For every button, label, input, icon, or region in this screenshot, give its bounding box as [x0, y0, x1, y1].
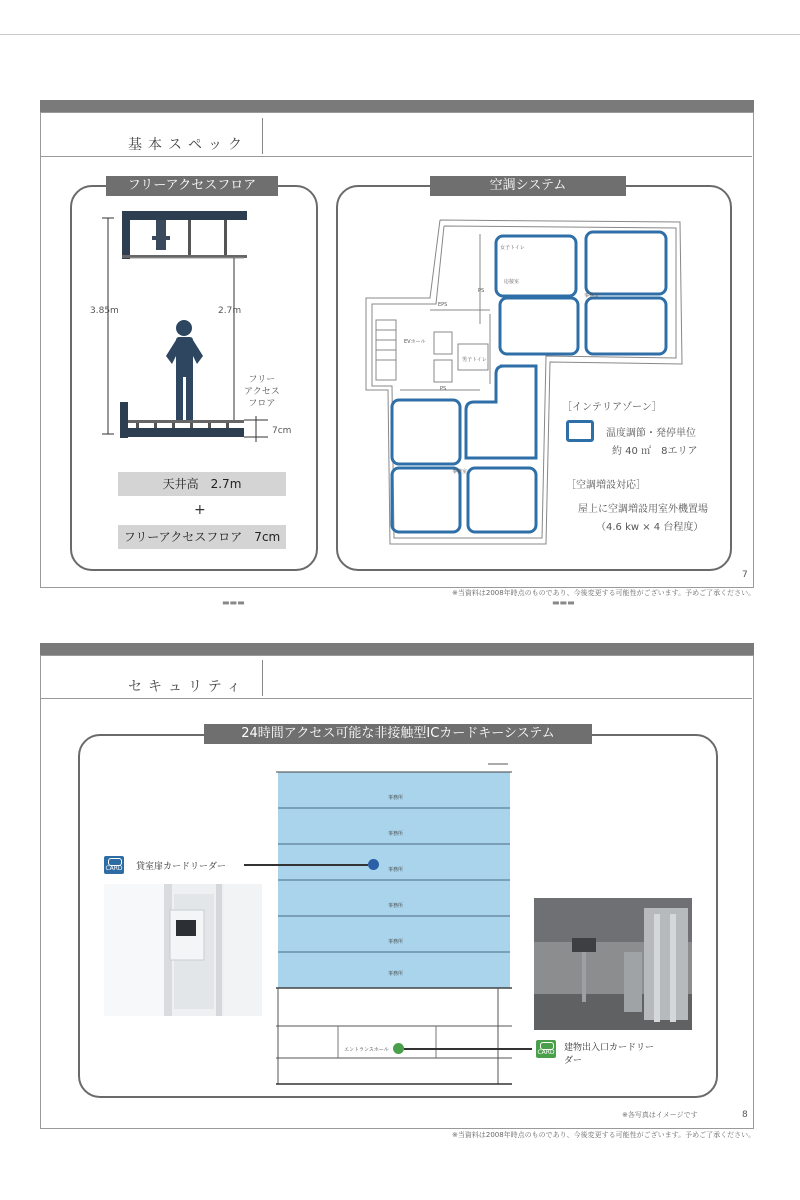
zone-legend-swatch [566, 420, 594, 442]
floor-label-2: 事務所 [388, 831, 404, 837]
room-reader-leader [244, 864, 368, 866]
title-rule-2 [40, 698, 752, 699]
expansion-heading: ［空調増設対応］ [566, 480, 646, 491]
card-icon: CARD [104, 856, 124, 874]
access-floor-ribbon: フリーアクセスフロア [106, 176, 278, 196]
legend-line1: 温度調節・発停単位 [606, 428, 696, 439]
room-reader-marker [368, 859, 379, 870]
page7-number: 7 [742, 570, 748, 580]
plan-ev-hall: EVホール [404, 339, 426, 345]
entrance-photo [534, 898, 692, 1030]
access-floor-box: フリーアクセスフロア 7cm [118, 525, 286, 549]
title-rule [40, 156, 752, 157]
plan-office-2: 事務室 [452, 469, 468, 475]
card-icon-green: CARD [536, 1040, 556, 1058]
building-section [276, 760, 512, 1090]
page7-section-title: 基本スペック [128, 137, 248, 153]
building-reader-leader [404, 1048, 532, 1050]
plan-toilet-f: 女子トイレ [500, 245, 525, 251]
image-note: ※各写真はイメージです [622, 1111, 698, 1119]
hvac-ribbon: 空調システム [430, 176, 626, 196]
plan-toilet-m: 男子トイレ [462, 357, 487, 363]
plan-office-1: 事務室 [584, 293, 600, 299]
building-reader-marker [393, 1043, 404, 1054]
page8-disclaimer: ※当資料は2008年時点のものであり、今後変更する可能性がございます。予めご了承ください。 [452, 1131, 756, 1139]
legend-line2: 約 40 ㎡ 8エリア [612, 446, 698, 457]
plan-reception: 応接室 [504, 279, 520, 285]
binding-mark-left: ▬▬▬ [222, 598, 245, 607]
dim-total-label: 3.85m [90, 306, 119, 316]
dim-floor-label: 7cm [272, 426, 292, 436]
plan-ps: PS [440, 386, 447, 392]
title-divider-2 [262, 660, 263, 696]
room-reader-label: 貸室扉カードリーダー [136, 862, 227, 872]
room-door-photo [104, 884, 262, 1016]
section-diagram [84, 206, 304, 451]
plan-ps-top: PS [478, 288, 485, 294]
building-reader-label: 建物出入口カードリー ダー [564, 1043, 655, 1066]
legend-heading: ［インテリアゾーン］ [562, 402, 662, 413]
floor-label-3: 事務所 [388, 867, 404, 873]
page7-disclaimer: ※当資料は2008年時点のものであり、今後変更する可能性がございます。予めご了承ください。 [452, 589, 756, 597]
floor-label-1: 事務所 [388, 795, 404, 801]
floor-label: フリー アクセス フロア [244, 375, 280, 409]
floor-label-5: 事務所 [388, 939, 404, 945]
top-rule [0, 34, 800, 35]
expansion-line2: （4.6 kw × 4 台程度） [596, 522, 704, 533]
expansion-line1: 屋上に空調増設用室外機置場 [578, 504, 708, 515]
page8-section-title: セキュリティ [128, 679, 247, 695]
entrance-hall-label: エントランスホール [344, 1047, 389, 1053]
security-ribbon: 24時間アクセス可能な非接触型ICカードキーシステム [204, 724, 592, 744]
dim-ceiling-label: 2.7m [218, 306, 242, 316]
floor-label-6: 事務所 [388, 971, 404, 977]
floor-label-4: 事務所 [388, 903, 404, 909]
section-band-2 [40, 643, 754, 655]
ceiling-height-box: 天井高 2.7m [118, 472, 286, 496]
plus-sign: + [194, 502, 206, 518]
page8-number: 8 [742, 1110, 748, 1120]
title-divider [262, 118, 263, 154]
binding-mark-right: ▬▬▬ [552, 598, 575, 607]
plan-eps: EPS [438, 302, 448, 308]
section-band [40, 100, 754, 112]
